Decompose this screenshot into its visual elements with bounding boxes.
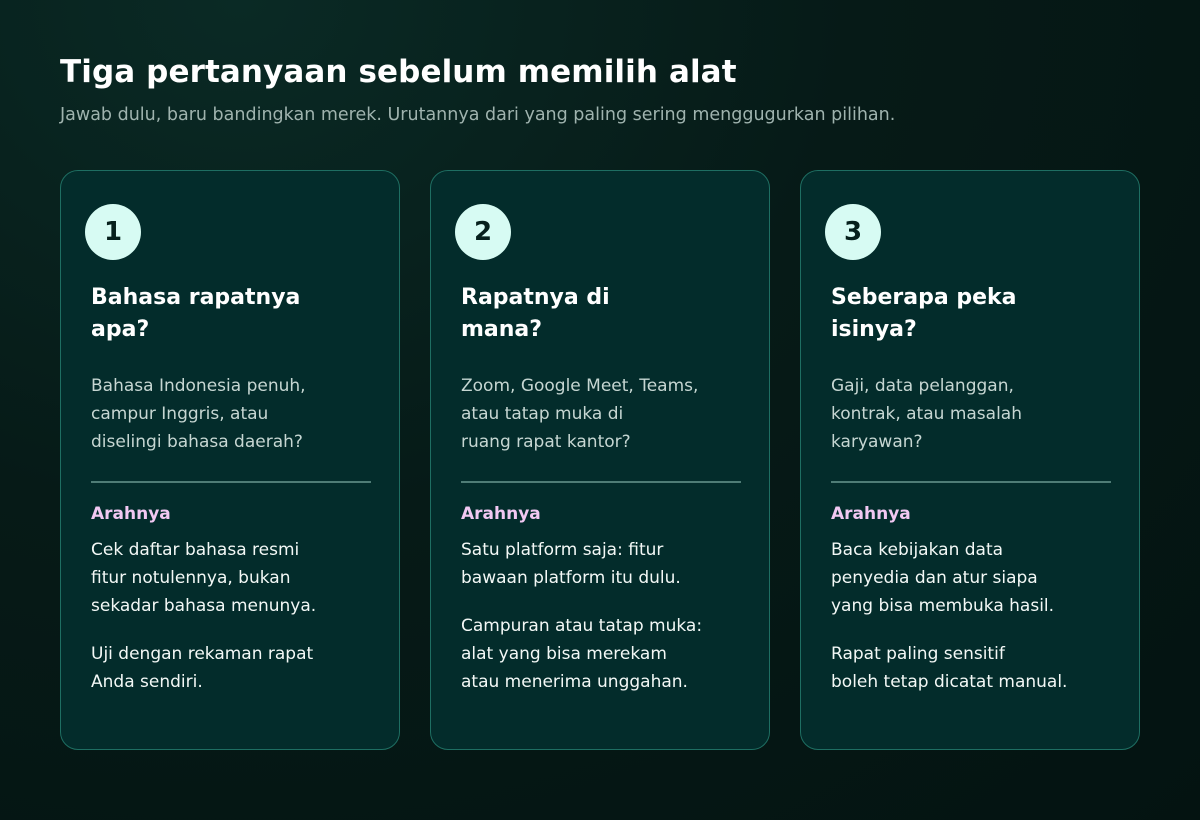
question-card-1: [60, 170, 400, 750]
direction-label: Arahnya: [831, 504, 911, 524]
direction-line: yang bisa membuka hasil.: [831, 596, 1055, 616]
card-title: [461, 282, 701, 346]
card-question: [91, 372, 351, 456]
question-line: kontrak, atau masalah: [831, 404, 1022, 424]
question-line: diselingi bahasa daerah?: [91, 432, 303, 452]
question-cards: [60, 170, 1140, 750]
direction-paragraph: [461, 536, 736, 592]
card-question: [461, 372, 721, 456]
direction-body: [91, 536, 366, 696]
card-title-line: Seberapa peka: [831, 285, 1017, 310]
question-line: atau tatap muka di: [461, 404, 624, 424]
question-card-2: [430, 170, 770, 750]
direction-paragraph: [461, 612, 736, 696]
card-divider: [91, 481, 371, 483]
question-card-3: [800, 170, 1140, 750]
direction-line: boleh tetap dicatat manual.: [831, 672, 1068, 692]
question-line: karyawan?: [831, 432, 923, 452]
direction-line: Anda sendiri.: [91, 672, 203, 692]
page-title: Tiga pertanyaan sebelum memilih alat: [60, 54, 737, 90]
direction-paragraph: [831, 536, 1106, 620]
question-line: campur Inggris, atau: [91, 404, 269, 424]
direction-line: Baca kebijakan data: [831, 540, 1004, 560]
card-title: [831, 282, 1071, 346]
direction-line: penyedia dan atur siapa: [831, 568, 1038, 588]
number-badge: 1: [85, 204, 141, 260]
question-line: ruang rapat kantor?: [461, 432, 631, 452]
direction-line: Uji dengan rekaman rapat: [91, 644, 314, 664]
question-line: Gaji, data pelanggan,: [831, 376, 1014, 396]
page-subtitle: Jawab dulu, baru bandingkan merek. Urutannya dari yang paling sering menggugurkan pilihan.: [60, 105, 896, 125]
question-line: Bahasa Indonesia penuh,: [91, 376, 306, 396]
direction-label: Arahnya: [461, 504, 541, 524]
card-title-line: Bahasa rapatnya: [91, 285, 301, 310]
direction-line: sekadar bahasa menunya.: [91, 596, 317, 616]
card-divider: [831, 481, 1111, 483]
direction-line: bawaan platform itu dulu.: [461, 568, 681, 588]
number-badge: 3: [825, 204, 881, 260]
direction-paragraph: [831, 640, 1106, 696]
direction-line: atau menerima unggahan.: [461, 672, 688, 692]
direction-label: Arahnya: [91, 504, 171, 524]
direction-paragraph: [91, 640, 366, 696]
number-badge: 2: [455, 204, 511, 260]
question-line: Zoom, Google Meet, Teams,: [461, 376, 699, 396]
direction-body: [461, 536, 736, 696]
card-question: [831, 372, 1091, 456]
card-title-line: Rapatnya di: [461, 285, 610, 310]
card-title-line: apa?: [91, 317, 150, 342]
direction-line: fitur notulennya, bukan: [91, 568, 291, 588]
direction-paragraph: [91, 536, 366, 620]
card-title: [91, 282, 331, 346]
direction-line: Rapat paling sensitif: [831, 644, 1005, 664]
direction-body: [831, 536, 1106, 696]
card-divider: [461, 481, 741, 483]
card-title-line: isinya?: [831, 317, 917, 342]
direction-line: Campuran atau tatap muka:: [461, 616, 703, 636]
direction-line: Satu platform saja: fitur: [461, 540, 664, 560]
card-title-line: mana?: [461, 317, 543, 342]
direction-line: Cek daftar bahasa resmi: [91, 540, 300, 560]
direction-line: alat yang bisa merekam: [461, 644, 667, 664]
